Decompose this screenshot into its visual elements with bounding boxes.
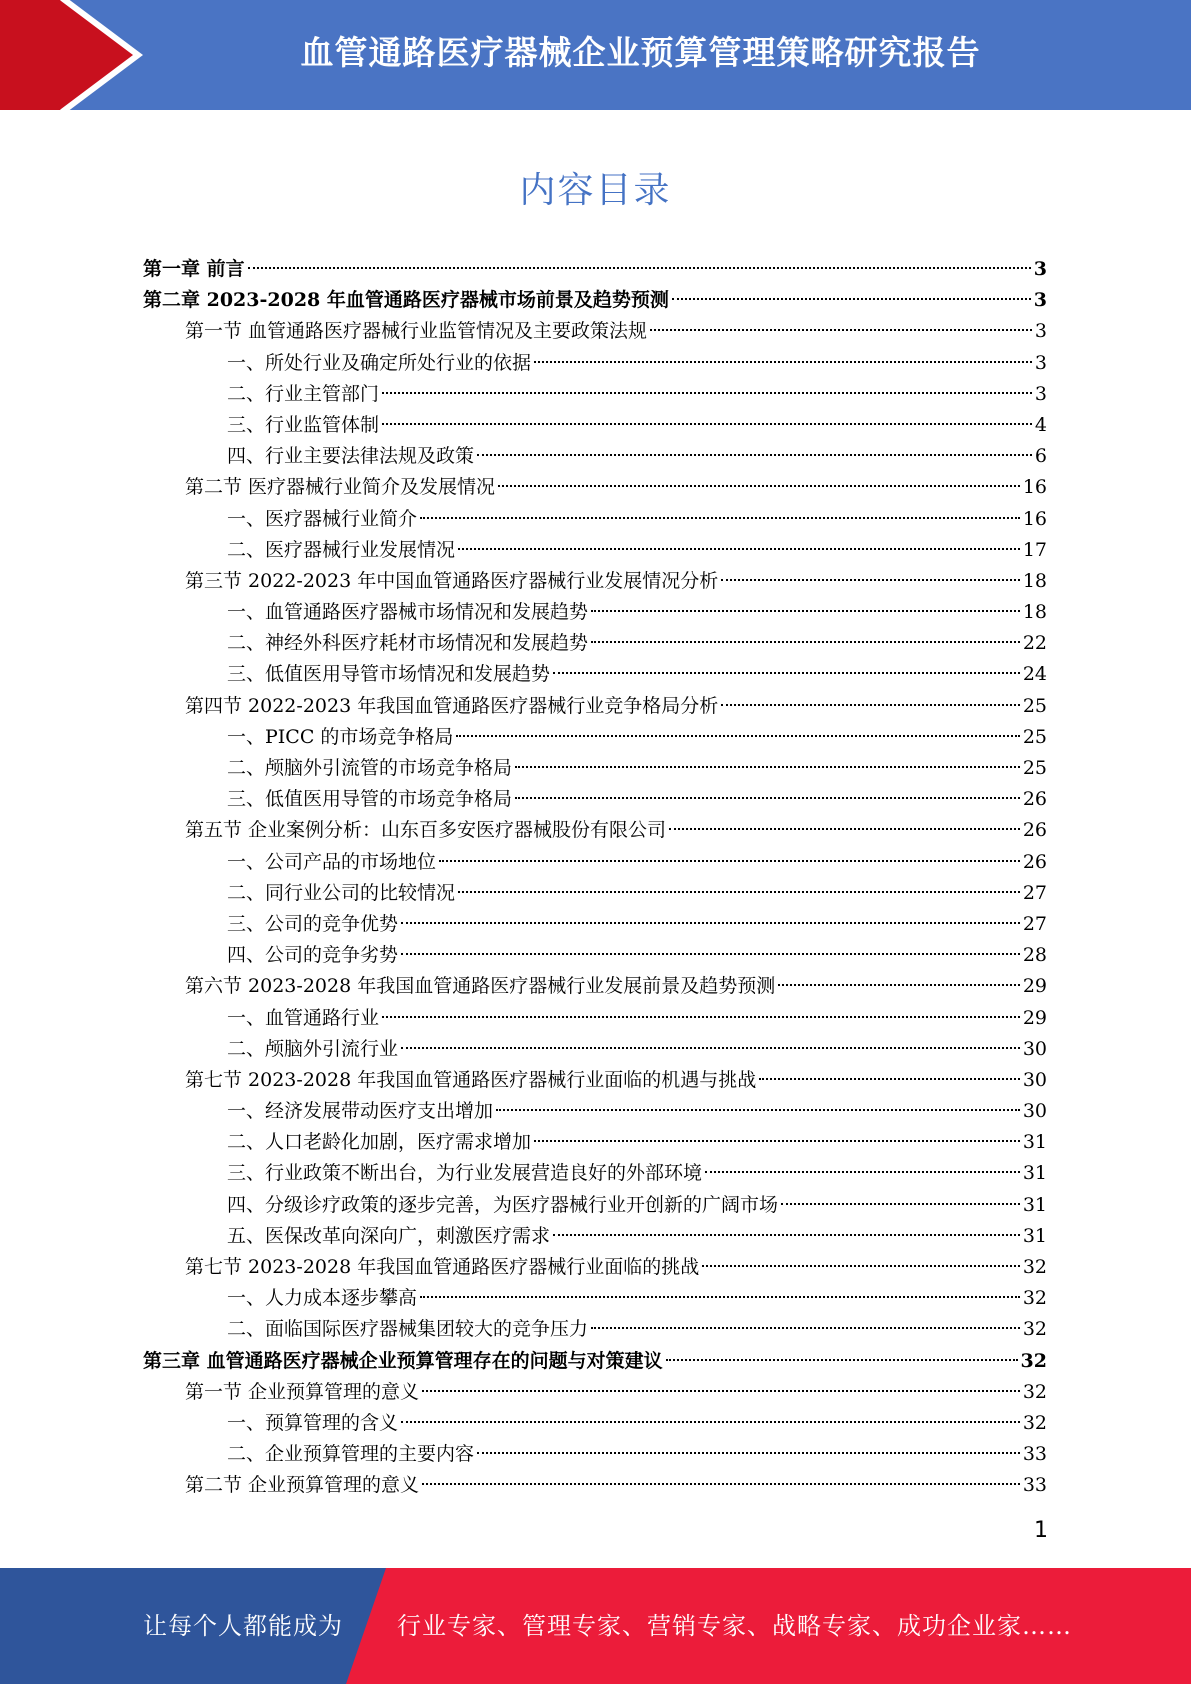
toc-entry-text: 第一节 血管通路医疗器械行业监管情况及主要政策法规: [185, 320, 648, 343]
toc-leader-dots: [669, 828, 1020, 830]
toc-leader-dots: [420, 1296, 1020, 1298]
toc-leader-dots: [401, 953, 1020, 955]
toc-entry-page: 18: [1022, 569, 1047, 592]
toc-entry[interactable]: [143, 597, 1047, 628]
toc-entry-text: 二、医疗器械行业发展情况: [227, 538, 456, 561]
toc-entry-text: 第一节 企业预算管理的意义: [185, 1380, 420, 1403]
toc-entry-page: 30: [1022, 1068, 1047, 1091]
toc-entry-text: 第二节 企业预算管理的意义: [185, 1474, 420, 1497]
toc-entry[interactable]: [143, 1221, 1047, 1252]
toc-entry-page: 32: [1022, 1256, 1047, 1278]
toc-entry-text: 三、行业政策不断出台，为行业发展营造良好的外部环境: [227, 1162, 703, 1185]
toc-entry-text: 第五节 企业案例分析：山东百多安医疗器械股份有限公司: [185, 819, 667, 842]
toc-entry-text: 第三章 血管通路医疗器械企业预算管理存在的问题与对策建议: [143, 1349, 663, 1372]
toc-entry[interactable]: [143, 722, 1047, 753]
toc-entry-page: 32: [1022, 1380, 1047, 1403]
page-number: 1: [1034, 1518, 1048, 1543]
toc-entry[interactable]: [143, 784, 1047, 815]
toc-entry[interactable]: [143, 1439, 1047, 1470]
toc-entry-page: 3: [1033, 289, 1047, 312]
toc-entry-text: 第一章 前言: [143, 258, 245, 280]
toc-entry-page: 22: [1022, 632, 1047, 655]
toc-leader-dots: [721, 579, 1020, 581]
toc-entry[interactable]: [143, 441, 1047, 472]
toc-entry-text: 五、医保改革向深向广，刺激医疗需求: [227, 1224, 551, 1247]
toc-leader-dots: [759, 1078, 1020, 1080]
toc-entry[interactable]: [143, 659, 1047, 690]
toc-entry-page: 6: [1034, 445, 1047, 468]
toc-entry-page: 31: [1022, 1162, 1047, 1185]
toc-entry[interactable]: [143, 504, 1047, 535]
toc-entry[interactable]: [143, 1034, 1047, 1065]
toc-entry-page: 26: [1022, 788, 1047, 811]
toc-leader-dots: [401, 1047, 1020, 1049]
toc-entry-text: 三、低值医用导管的市场竞争格局: [227, 788, 513, 811]
toc-leader-dots: [553, 1234, 1020, 1236]
toc-entry-text: 三、公司的竞争优势: [227, 912, 399, 935]
toc-entry-text: 一、公司产品的市场地位: [227, 850, 437, 873]
footer-slogan-right: 行业专家、管理专家、营销专家、战略专家、成功企业家……: [397, 1612, 1072, 1640]
toc-leader-dots: [458, 548, 1020, 550]
toc-entry-text: 第六节 2023-2028 年我国血管通路医疗器械行业发展前景及趋势预测: [185, 975, 776, 998]
toc-entry-page: 32: [1022, 1411, 1047, 1434]
toc-entry-text: 一、医疗器械行业简介: [227, 507, 418, 530]
toc-entry-page: 31: [1022, 1131, 1047, 1154]
toc-entry-text: 二、人口老龄化加剧，医疗需求增加: [227, 1131, 532, 1154]
toc-entry[interactable]: [143, 1190, 1047, 1221]
toc-entry[interactable]: [143, 285, 1047, 316]
toc-entry[interactable]: [143, 1377, 1047, 1408]
toc-entry-text: 二、企业预算管理的主要内容: [227, 1443, 475, 1466]
toc-entry-text: 四、公司的竞争劣势: [227, 944, 399, 967]
toc-leader-dots: [705, 1171, 1020, 1173]
toc-entry-text: 二、面临国际医疗器械集团较大的竞争压力: [227, 1318, 589, 1341]
toc-entry-page: 31: [1022, 1224, 1047, 1247]
toc-entry-text: 第四节 2022-2023 年我国血管通路医疗器械行业竞争格局分析: [185, 694, 719, 717]
toc-entry-text: 四、分级诊疗政策的逐步完善，为医疗器械行业开创新的广阔市场: [227, 1193, 779, 1216]
toc-leader-dots: [534, 1140, 1020, 1142]
toc-leader-dots: [439, 860, 1020, 862]
toc-leader-dots: [382, 423, 1032, 425]
toc-leader-dots: [496, 1109, 1020, 1111]
toc-entry[interactable]: [143, 1283, 1047, 1314]
toc-entry[interactable]: [143, 348, 1047, 379]
toc-entry-text: 第三节 2022-2023 年中国血管通路医疗器械行业发展情况分析: [185, 569, 719, 592]
toc-entry[interactable]: [143, 753, 1047, 784]
toc-leader-dots: [458, 891, 1020, 893]
toc-entry-page: 17: [1022, 538, 1047, 561]
toc-leader-dots: [591, 641, 1020, 643]
toc-leader-dots: [591, 610, 1020, 612]
toc-entry[interactable]: [143, 1470, 1047, 1501]
toc-entry[interactable]: [143, 566, 1047, 597]
report-title: 血管通路医疗器械企业预算管理策略研究报告: [300, 33, 981, 72]
toc-entry-page: 30: [1022, 1100, 1047, 1123]
toc-entry-page: 4: [1034, 413, 1047, 436]
toc-entry-page: 27: [1022, 912, 1047, 935]
toc-entry-text: 二、神经外科医疗耗材市场情况和发展趋势: [227, 632, 589, 655]
toc-leader-dots: [702, 1265, 1020, 1267]
toc-leader-dots: [498, 485, 1020, 487]
toc-entry-page: 33: [1022, 1474, 1047, 1497]
toc-entry[interactable]: [143, 1127, 1047, 1158]
toc-entry-page: 29: [1022, 1006, 1047, 1029]
toc-entry[interactable]: [143, 847, 1047, 878]
table-of-contents: [143, 254, 1047, 1502]
toc-leader-dots: [778, 984, 1020, 986]
header-band: [0, 0, 1191, 110]
toc-leader-dots: [248, 267, 1031, 269]
toc-leader-dots: [515, 797, 1020, 799]
toc-leader-dots: [382, 1016, 1020, 1018]
toc-entry[interactable]: [143, 535, 1047, 566]
toc-entry-text: 三、行业监管体制: [227, 413, 380, 436]
toc-entry-text: 二、同行业公司的比较情况: [227, 881, 456, 904]
toc-leader-dots: [672, 298, 1031, 300]
toc-entry-text: 一、PICC 的市场竞争格局: [227, 725, 454, 748]
toc-entry-page: 32: [1020, 1349, 1047, 1372]
toc-entry[interactable]: [143, 379, 1047, 410]
toc-leader-dots: [477, 1452, 1020, 1454]
toc-entry[interactable]: [143, 1252, 1047, 1283]
toc-heading: 内容目录: [519, 170, 672, 211]
toc-entry-page: 33: [1022, 1443, 1047, 1466]
toc-entry[interactable]: [143, 1003, 1047, 1034]
toc-entry[interactable]: [143, 815, 1047, 846]
toc-entry[interactable]: [143, 1346, 1047, 1377]
toc-entry-text: 一、预算管理的含义: [227, 1411, 399, 1434]
toc-entry-text: 第二节 医疗器械行业简介及发展情况: [185, 476, 496, 499]
toc-entry-page: 30: [1022, 1037, 1047, 1060]
toc-entry-text: 一、经济发展带动医疗支出增加: [227, 1100, 494, 1123]
toc-leader-dots: [422, 1390, 1020, 1392]
toc-entry[interactable]: [143, 628, 1047, 659]
toc-entry[interactable]: [143, 254, 1047, 285]
toc-entry[interactable]: [143, 1158, 1047, 1189]
footer-slogan-left: 让每个人都能成为: [143, 1612, 343, 1640]
toc-entry[interactable]: [143, 1065, 1047, 1096]
toc-entry-text: 一、人力成本逐步攀高: [227, 1287, 418, 1310]
toc-leader-dots: [515, 766, 1020, 768]
toc-entry-text: 第七节 2023-2028 年我国血管通路医疗器械行业面临的挑战: [185, 1256, 700, 1278]
toc-entry[interactable]: [143, 691, 1047, 722]
toc-entry-text: 第七节 2023-2028 年我国血管通路医疗器械行业面临的机遇与挑战: [185, 1068, 757, 1091]
toc-leader-dots: [477, 454, 1032, 456]
toc-entry-text: 二、颅脑外引流行业: [227, 1037, 399, 1060]
footer-band: [0, 1568, 1191, 1684]
toc-entry-text: 一、血管通路医疗器械市场情况和发展趋势: [227, 601, 589, 624]
toc-entry-text: 四、行业主要法律法规及政策: [227, 445, 475, 468]
toc-entry-page: 24: [1022, 663, 1047, 686]
toc-leader-dots: [553, 672, 1020, 674]
toc-entry-page: 25: [1022, 725, 1047, 748]
toc-entry-text: 一、所处行业及确定所处行业的依据: [227, 351, 532, 374]
toc-entry-page: 26: [1022, 850, 1047, 873]
toc-entry[interactable]: [143, 472, 1047, 503]
toc-entry[interactable]: [143, 316, 1047, 347]
toc-entry-page: 16: [1022, 476, 1047, 499]
toc-leader-dots: [534, 361, 1032, 363]
toc-entry-page: 32: [1022, 1287, 1047, 1310]
toc-entry-page: 27: [1022, 881, 1047, 904]
toc-entry-page: 3: [1034, 382, 1047, 405]
toc-entry-text: 二、颅脑外引流管的市场竞争格局: [227, 757, 513, 779]
toc-leader-dots: [591, 1327, 1020, 1329]
toc-entry[interactable]: [143, 410, 1047, 441]
toc-entry[interactable]: [143, 1314, 1047, 1345]
toc-leader-dots: [420, 517, 1020, 519]
toc-leader-dots: [781, 1203, 1020, 1205]
toc-entry[interactable]: [143, 1096, 1047, 1127]
toc-entry-page: 25: [1022, 694, 1047, 717]
toc-leader-dots: [456, 735, 1019, 737]
toc-entry-page: 31: [1022, 1193, 1047, 1216]
toc-leader-dots: [382, 392, 1032, 394]
toc-entry-text: 三、低值医用导管市场情况和发展趋势: [227, 663, 551, 686]
toc-entry-page: 32: [1022, 1318, 1047, 1341]
toc-entry-page: 16: [1022, 507, 1047, 530]
toc-entry-page: 28: [1022, 944, 1047, 967]
toc-leader-dots: [401, 1421, 1020, 1423]
toc-leader-dots: [666, 1359, 1018, 1361]
toc-entry-page: 26: [1022, 819, 1047, 842]
toc-entry-page: 29: [1022, 975, 1047, 998]
toc-leader-dots: [721, 704, 1020, 706]
toc-entry[interactable]: [143, 878, 1047, 909]
toc-entry[interactable]: [143, 940, 1047, 971]
toc-leader-dots: [650, 329, 1032, 331]
toc-entry-page: 3: [1034, 351, 1047, 374]
toc-entry-page: 18: [1022, 601, 1047, 624]
toc-entry-page: 3: [1034, 320, 1047, 343]
toc-leader-dots: [401, 922, 1020, 924]
toc-entry-page: 25: [1022, 757, 1047, 779]
toc-entry[interactable]: [143, 1408, 1047, 1439]
toc-entry-text: 第二章 2023-2028 年血管通路医疗器械市场前景及趋势预测: [143, 289, 669, 312]
toc-entry[interactable]: [143, 971, 1047, 1002]
toc-entry-text: 二、行业主管部门: [227, 382, 380, 405]
toc-entry[interactable]: [143, 909, 1047, 940]
toc-entry-page: 3: [1033, 258, 1047, 280]
header-chevron-icon: [0, 0, 160, 110]
toc-leader-dots: [422, 1483, 1020, 1485]
toc-entry-text: 一、血管通路行业: [227, 1006, 380, 1029]
